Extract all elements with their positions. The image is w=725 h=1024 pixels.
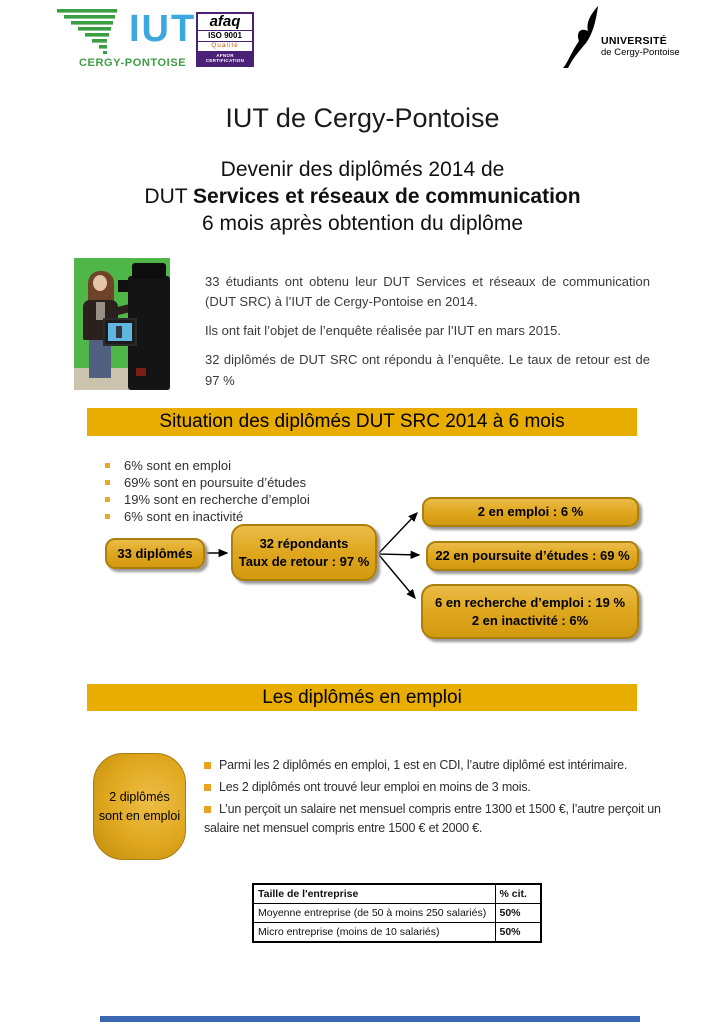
table-row [253, 904, 541, 923]
situation-bullet: 69% sont en poursuite d’études [105, 474, 310, 491]
situation-bullet: 19% sont en recherche d’emploi [105, 491, 310, 508]
intro-paragraph: 32 diplômés de DUT SRC ont répondu à l’enquête. Le taux de retour est de 97 % [205, 352, 650, 388]
iut-logo-city: CERGY-PONTOISE [79, 57, 187, 69]
flow-respondents-line2: Taux de retour : 97 % [238, 553, 370, 569]
university-logo [563, 6, 703, 72]
university-name-line1: UNIVERSITÉ [601, 35, 668, 47]
iut-logo [55, 8, 195, 74]
emploi-bullet: Parmi les 2 diplômés en emploi, 1 est en CDI, l’autre diplômé est intérimaire. [204, 756, 682, 775]
flow-box-total: 33 diplômés [105, 538, 205, 569]
subtitle-line1: Devenir des diplômés 2014 de [220, 158, 505, 181]
emploi-badge-line2: sont en emploi [98, 808, 181, 823]
flow-respondents-line1: 32 répondants [259, 535, 349, 551]
subtitle-line2 [0, 183, 725, 210]
subtitle-line2-program: Services et réseaux de communication [193, 185, 581, 208]
afaq-brand-text: afaq [198, 14, 252, 31]
afaq-org-text: AFNOR CERTIFICATION [198, 51, 252, 65]
footer-accent-bar [100, 1016, 640, 1022]
emploi-bullet: L’un perçoit un salaire net mensuel compris entre 1300 et 1500 €, l’autre perçoit un salaire net mensuel compris entre 1500 € et 2000 €. [204, 800, 682, 838]
emploi-badge-line1: 2 diplômés [109, 789, 170, 804]
emploi-bullet-list [204, 756, 682, 841]
emploi-badge [93, 753, 186, 860]
table-cell-pct: 50% [495, 904, 541, 923]
situation-bullet: 6% sont en inactivité [105, 508, 310, 525]
afaq-iso-text: ISO 9001 [198, 31, 252, 42]
photo-camera-viewfinder [132, 263, 166, 279]
photo-camera-screen-display [108, 323, 132, 341]
subtitle-line3: 6 mois après obtention du diplôme [201, 212, 524, 235]
photo-camera-grip [136, 368, 146, 376]
flow-recherche-line1: 6 en recherche d’emploi : 19 % [434, 594, 626, 610]
section-banner-situation: Situation des diplômés DUT SRC 2014 à 6 mois [87, 408, 637, 436]
university-name-line2: de Cergy-Pontoise [601, 47, 680, 58]
student-video-photo [74, 258, 170, 390]
intro-paragraph: 33 étudiants ont obtenu leur DUT Services et réseaux de communication (DUT SRC) à l’IUT de Cergy-Pontoise en 2014. [205, 274, 650, 310]
table-cell-label: Moyenne entreprise (de 50 à moins 250 salariés) [253, 904, 495, 923]
afaq-iso9001-logo [196, 12, 254, 67]
university-bird-icon [563, 6, 603, 68]
company-size-table [252, 883, 542, 943]
iut-funnel-icon [55, 8, 129, 56]
intro-paragraph: Ils ont fait l’objet de l’enquête réalisée par l’IUT en mars 2015. [205, 323, 562, 339]
flow-box-recherche [421, 584, 639, 639]
photo-woman-face [93, 275, 107, 291]
situation-bullet: 6% sont en emploi [105, 457, 310, 474]
emploi-bullet: Les 2 diplômés ont trouvé leur emploi en moins de 3 mois. [204, 778, 682, 797]
page-title: IUT de Cergy-Pontoise [225, 103, 500, 133]
table-cell-label: Micro entreprise (moins de 10 salariés) [253, 923, 495, 943]
flow-box-emploi: 2 en emploi : 6 % [422, 497, 639, 527]
flow-box-etudes: 22 en poursuite d’études : 69 % [426, 541, 639, 571]
section-banner-emploi: Les diplômés en emploi [87, 684, 637, 711]
iut-logo-acronym: IUT [129, 8, 197, 50]
subtitle-line2-prefix: DUT [144, 185, 194, 208]
table-header-pct: % cit. [495, 884, 541, 904]
table-cell-pct: 50% [495, 923, 541, 943]
table-header-size: Taille de l'entreprise [253, 884, 495, 904]
intro-paragraphs [205, 272, 650, 400]
page-subtitle [0, 156, 725, 237]
photo-camera-screen [103, 318, 137, 346]
table-header-row [253, 884, 541, 904]
table-row [253, 923, 541, 943]
flow-recherche-line2: 2 en inactivité : 6% [471, 612, 589, 628]
flow-box-respondents [231, 524, 377, 581]
afaq-quality-text: Qualité [211, 42, 239, 49]
photo-camera-screen-figure [116, 326, 122, 338]
